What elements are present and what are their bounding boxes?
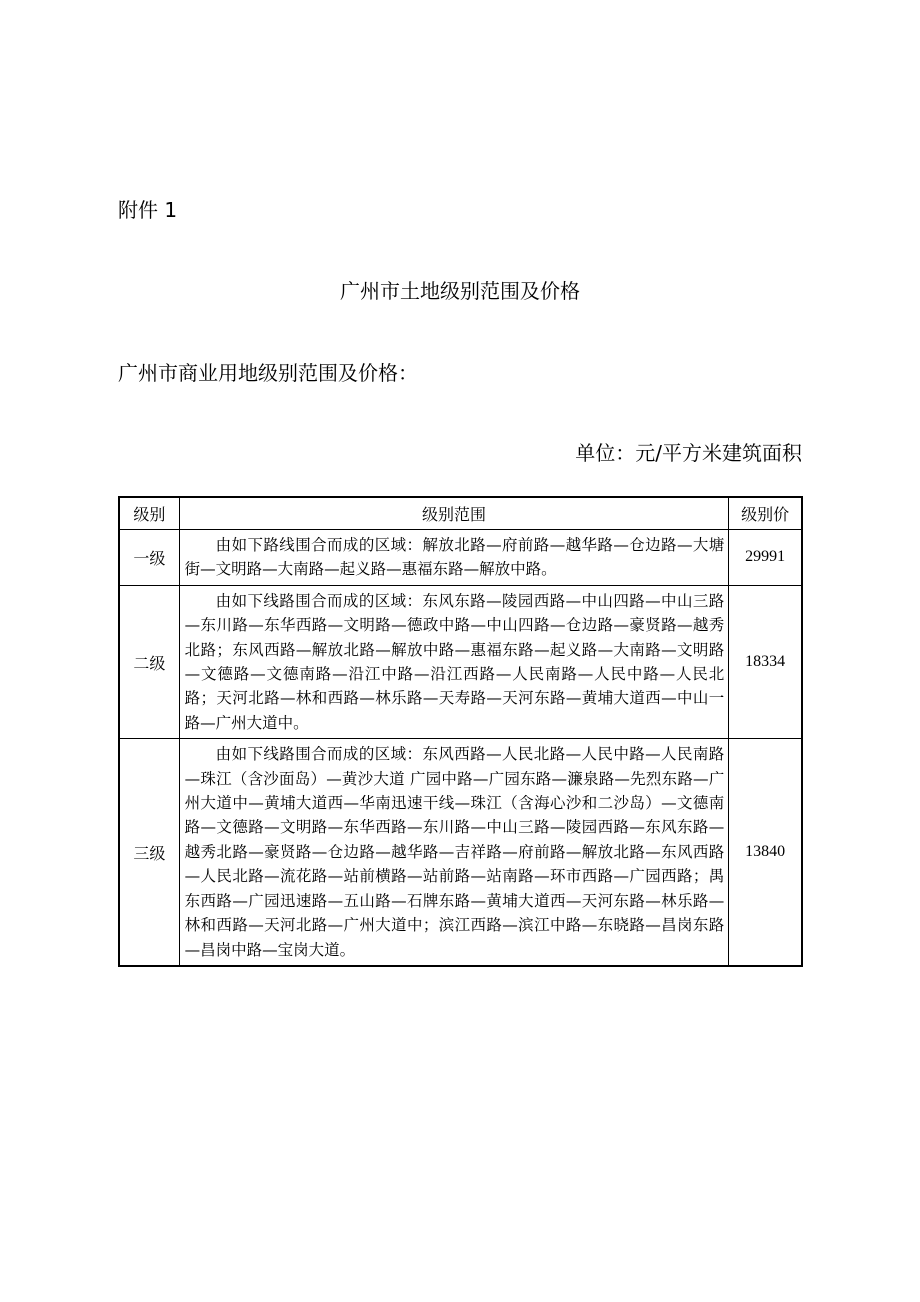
header-price: 级别价 bbox=[729, 497, 802, 530]
row-level: 二级 bbox=[119, 585, 179, 738]
row-range-text: 由如下路线围合而成的区域：解放北路—府前路—越华路—仓边路—大塘街—文明路—大南路—起义路—惠福东路—解放中路。 bbox=[184, 536, 725, 579]
row-range-text: 由如下线路围合而成的区域：东风西路—人民北路—人民中路—人民南路—珠江（含沙面岛）—黄沙大道 广园中路—广园东路—濂泉路—先烈东路—广州大道中—黄埔大道西—华南迅速干线—珠江（含海心沙和二沙岛）—文德南路—文德路—文明路—东华西路—东川路—中山三路—陵园西路—东风东路—越秀北路—豪贤路—仓边路—越华路—吉祥路—府前路—解放北路—东风西路—人民北路—流花路—站前横路—站前路—站南路—环市西路—广园西路；禺东西路—广园迅速路—五山路—石牌东路—黄埔大道西—天河东路—林乐路—林和西路—天河北路—广州大道中；滨江西路—滨江中路—东晓路—昌岗东路—昌岗中路—宝岗大道。 bbox=[184, 745, 725, 959]
header-range: 级别范围 bbox=[179, 497, 729, 530]
row-range-text: 由如下线路围合而成的区域：东风东路—陵园西路—中山四路—中山三路—东川路—东华西路—文明路—德政中路—中山四路—仓边路—豪贤路—越秀北路；东风西路—解放北路—解放中路—惠福东路—起义路—大南路—文明路—文德路—文德南路—沿江中路—沿江西路—人民南路—人民中路—人民北路；天河北路—林和西路—林乐路—天寿路—天河东路—黄埔大道西—中山一路—广州大道中。 bbox=[184, 591, 725, 732]
section-title: 广州市商业用地级别范围及价格： bbox=[118, 361, 418, 385]
annex-label: 附件 1 bbox=[118, 198, 178, 222]
table-row bbox=[119, 739, 802, 966]
table-header-row bbox=[119, 497, 802, 530]
row-price: 29991 bbox=[729, 530, 802, 586]
row-level: 三级 bbox=[119, 739, 179, 966]
row-range bbox=[179, 585, 729, 738]
document-title: 广州市土地级别范围及价格 bbox=[340, 279, 580, 303]
unit-label: 单位：元/平方米建筑面积 bbox=[575, 441, 802, 465]
row-level: 一级 bbox=[119, 530, 179, 586]
row-range bbox=[179, 739, 729, 966]
row-price: 13840 bbox=[729, 739, 802, 966]
land-grade-table bbox=[118, 496, 803, 967]
row-range bbox=[179, 530, 729, 586]
row-price: 18334 bbox=[729, 585, 802, 738]
table-row bbox=[119, 585, 802, 738]
table-row bbox=[119, 530, 802, 586]
header-level: 级别 bbox=[119, 497, 179, 530]
